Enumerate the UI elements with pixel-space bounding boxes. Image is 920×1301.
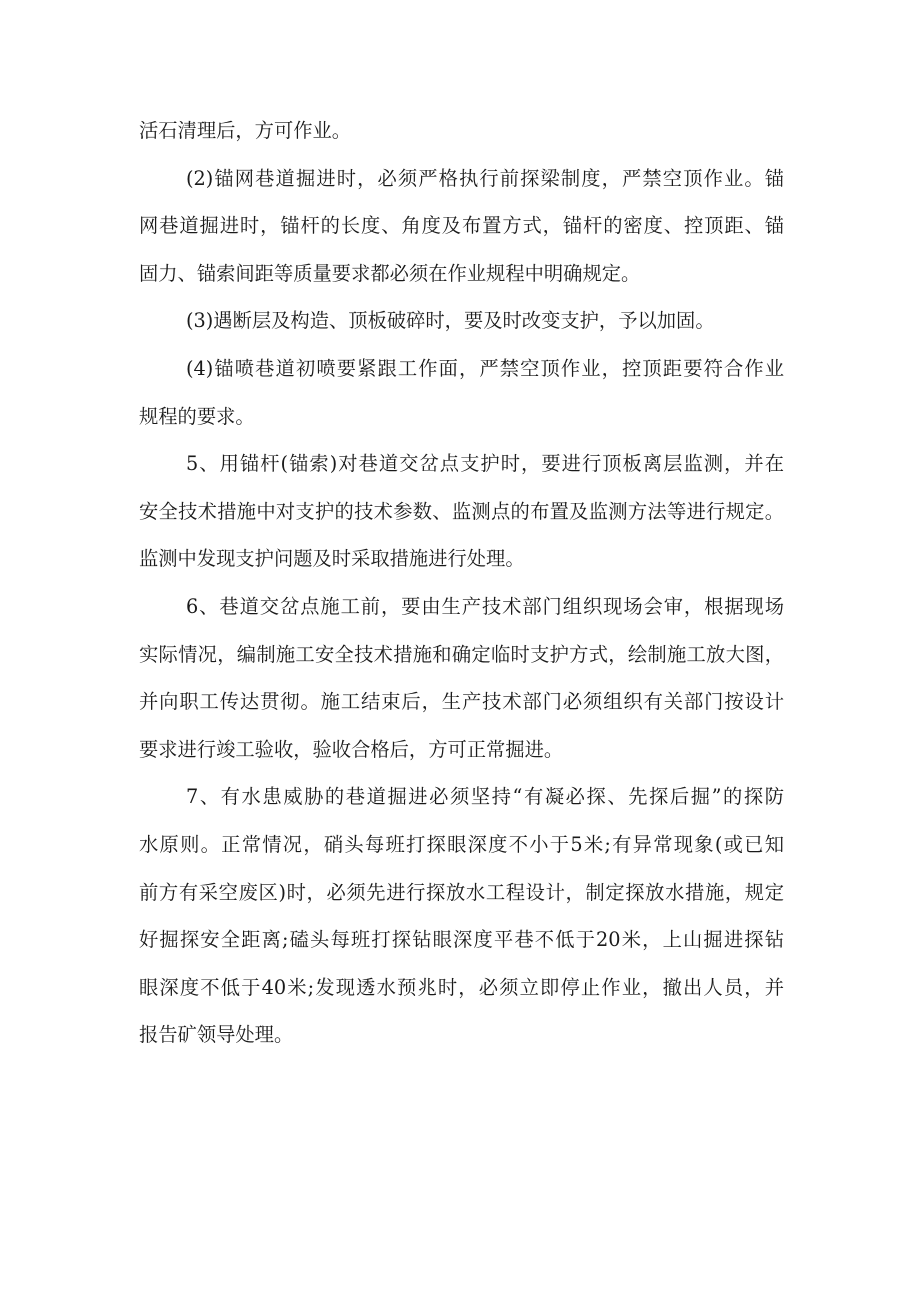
document-body <box>139 114 784 1066</box>
text-line: 眼深度不低于40米;发现透水预兆时，必须立即停止作业，撤出人员，并 <box>139 975 784 999</box>
text-line: 5、用锚杆(锚索)对巷道交岔点支护时，要进行顶板离层监测，并在 <box>186 452 784 476</box>
text-line: (3)遇断层及构造、顶板破碎时，要及时改变支护，予以加固。 <box>186 309 715 333</box>
text-line: 活石清理后，方可作业。 <box>139 119 352 142</box>
text-line: 报告矿领导处理。 <box>139 1023 294 1047</box>
text-line: 并向职工传达贯彻。施工结束后，生产技术部门必须组织有关部门按设计 <box>139 690 784 714</box>
text-line: 水原则。正常情况，硝头每班打探眼深度不小于5米;有异常现象(或已知 <box>139 832 784 856</box>
text-line: 实际情况，编制施工安全技术措施和确定临时支护方式，绘制施工放大图， <box>139 642 784 666</box>
text-line: 网巷道掘进时，锚杆的长度、角度及布置方式，锚杆的密度、控顶距、锚 <box>139 214 784 238</box>
text-line: 固力、锚索间距等质量要求都必须在作业规程中明确规定。 <box>139 261 641 285</box>
text-line: 好掘探安全距离;磕头每班打探钻眼深度平巷不低于20米，上山掘进探钻 <box>139 928 784 952</box>
text-line: 前方有采空废区)时，必须先进行探放水工程设计，制定探放水措施，规定 <box>139 880 784 904</box>
text-line: 7、有水患威胁的巷道掘进必须坚持“有凝必探、先探后掘”的探防 <box>186 785 784 809</box>
text-line: 监测中发现支护问题及时采取措施进行处理。 <box>139 547 525 571</box>
text-line: 规程的要求。 <box>139 404 255 428</box>
text-line: (4)锚喷巷道初喷要紧跟工作面，严禁空顶作业，控顶距要符合作业 <box>186 356 784 380</box>
text-line: 安全技术措施中对支护的技术参数、监测点的布置及监测方法等进行规定。 <box>139 499 784 523</box>
text-line: (2)锚网巷道掘进时，必须严格执行前探梁制度，严禁空顶作业。锚 <box>186 166 784 190</box>
text-line: 要求进行竣工验收，验收合格后，方可正常掘进。 <box>139 737 564 761</box>
text-line: 6、巷道交岔点施工前，要由生产技术部门组织现场会审，根据现场 <box>186 594 784 618</box>
